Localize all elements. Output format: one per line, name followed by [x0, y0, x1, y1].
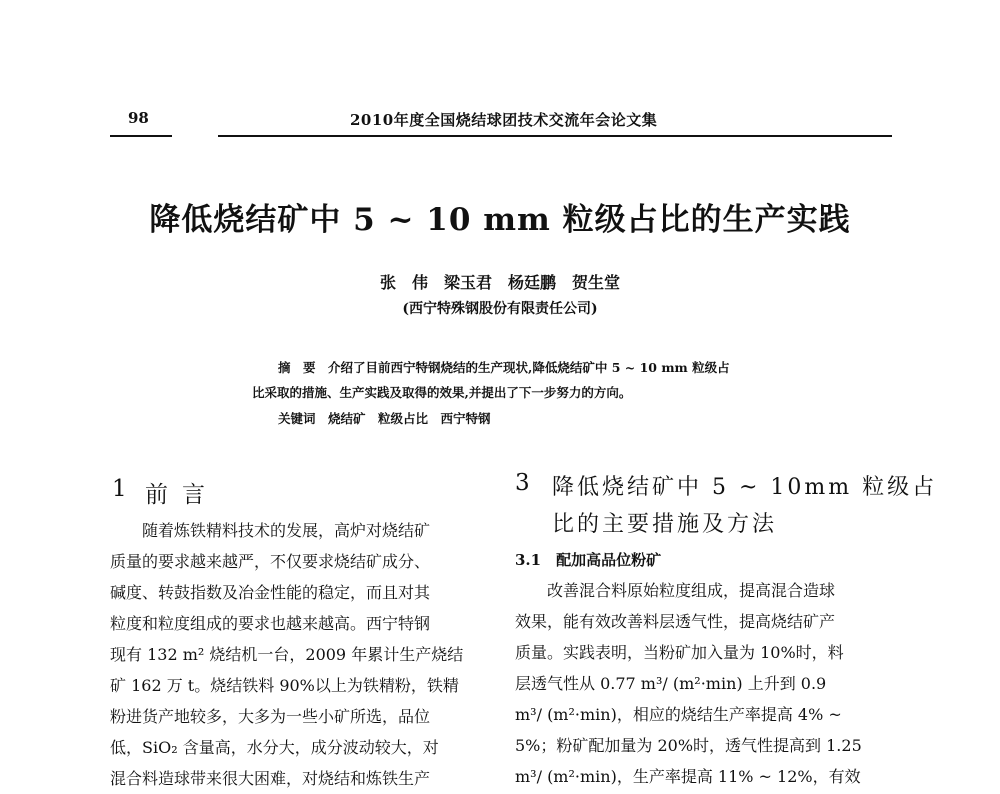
body-line: m³/ (m²·min)，相应的烧结生产率提高 4% ~ [515, 705, 842, 724]
section-3-title-line-1: 降低烧结矿中 5 ~ 10mm 粒级占 [552, 475, 938, 500]
body-line: 现有 132 m² 烧结机一台，2009 年累计生产烧结 [110, 645, 464, 664]
body-line: 层透气性从 0.77 m³/ (m²·min) 上升到 0.9 [515, 674, 827, 693]
header-rule-right [218, 135, 892, 137]
section-1-body [110, 515, 485, 794]
body-line: 粒度和粒度组成的要求也越来越高。西宁特钢 [110, 614, 431, 633]
body-line: 效果，能有效改善料层透气性，提高烧结矿产 [515, 612, 836, 631]
body-line: 粉进货产地较多，大多为一些小矿所选，品位 [110, 707, 431, 726]
subsection-3-1-heading: 3.1 配加高品位粉矿 [515, 551, 662, 569]
section-1-number: 1 [112, 476, 127, 502]
body-line: 5%；粉矿配加量为 20%时，透气性提高到 1.25 [515, 736, 862, 755]
section-1-title: 前言 [145, 482, 219, 508]
section-3-1-body [515, 575, 890, 792]
body-line: 随着炼铁精料技术的发展，高炉对烧结矿 [142, 521, 431, 540]
keywords: 关键词 烧结矿 粒级占比 西宁特钢 [278, 411, 491, 426]
running-head: 2010年度全国烧结球团技术交流年会论文集 [350, 111, 658, 129]
body-line: 碱度、转鼓指数及冶金性能的稳定，而且对其 [110, 583, 431, 602]
abstract-line-1: 摘 要 介绍了目前西宁特钢烧结的生产现状,降低烧结矿中 5 ~ 10 mm 粒级占 [278, 360, 730, 375]
paper-title: 降低烧结矿中 5 ~ 10 mm 粒级占比的生产实践 [149, 202, 851, 238]
body-line: 质量。实践表明，当粉矿加入量为 10%时，料 [515, 643, 844, 662]
section-3-number: 3 [515, 470, 530, 496]
authors: 张 伟 梁玉君 杨廷鹏 贺生堂 [379, 273, 620, 292]
body-line: 改善混合料原始粒度组成，提高混合造球 [547, 581, 836, 600]
header-rule-left [110, 135, 172, 137]
body-line: 质量的要求越来越严，不仅要求烧结矿成分、 [110, 552, 431, 571]
body-line: 混合料造球带来很大困难，对烧结和炼铁生产 [110, 769, 431, 788]
body-line: m³/ (m²·min)，生产率提高 11% ~ 12%，有效 [515, 767, 861, 786]
affiliation: (西宁特殊钢股份有限责任公司) [402, 301, 598, 317]
section-3-title-line-2: 比的主要措施及方法 [552, 512, 778, 537]
body-line: 低，SiO₂ 含量高，水分大，成分波动较大，对 [110, 738, 439, 757]
page-number: 98 [128, 109, 149, 127]
body-line: 矿 162 万 t。烧结铁料 90%以上为铁精粉，铁精 [110, 676, 459, 695]
abstract-line-2: 比采取的措施、生产实践及取得的效果,并提出了下一步努力的方向。 [252, 385, 632, 400]
